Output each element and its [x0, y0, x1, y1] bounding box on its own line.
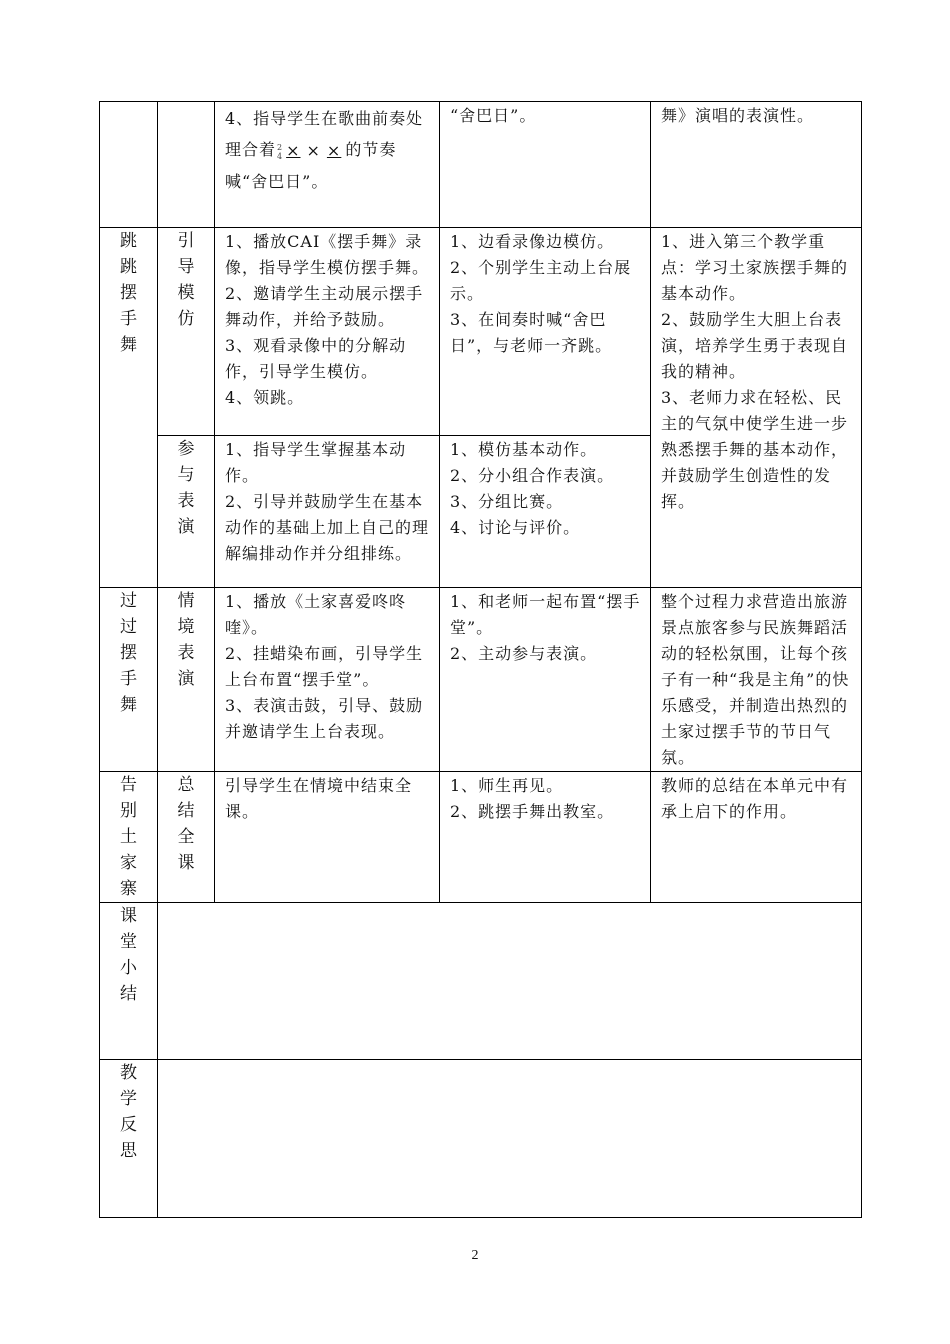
- step-title-summary: 总结全课: [177, 775, 195, 873]
- teacher-activity-text: 1、播放CAI《摆手舞》录像，指导学生模仿摆手舞。 2、邀请学生主动展示摆手舞动作，并给予鼓励。 3、观看录像中的分解动作，引导学生模仿。 4、领跳。: [225, 232, 430, 407]
- design-intent-text: 教师的总结在本单元中有承上启下的作用。: [661, 776, 849, 821]
- section-title-farewell: 告别土家寨: [120, 775, 137, 899]
- section-title-cell: [100, 772, 158, 903]
- student-activity-cell: [440, 436, 651, 588]
- teacher-activity-cell: [215, 102, 440, 228]
- class-summary-row: [100, 903, 862, 1060]
- teacher-activity-text: 1、指导学生掌握基本动作。 2、引导并鼓励学生在基本动作的基础上加上自己的理解编排动作并分组排练。: [225, 440, 430, 563]
- step-title-guide: 引导模仿: [177, 231, 195, 329]
- dance-step1-row: [100, 228, 862, 436]
- section-title-cell: [100, 1060, 158, 1218]
- student-activity-cell: [440, 102, 651, 228]
- rhythm-beat: ×: [326, 141, 342, 160]
- design-intent-cell: [651, 588, 862, 772]
- design-intent-text: 整个过程力求营造出旅游景点旅客参与民族舞蹈活动的轻松氛围，让每个孩子有一种“我是主角”的快乐感受，并制造出热烈的土家过摆手节的节日气氛。: [661, 592, 850, 767]
- section-title-cell: [100, 228, 158, 588]
- farewell-row: [100, 772, 862, 903]
- step-cell-empty: [158, 102, 215, 228]
- section-cell-empty: [100, 102, 158, 228]
- student-activity-text: 1、师生再见。 2、跳摆手舞出教室。: [450, 776, 615, 821]
- teacher-activity-cell: [215, 436, 440, 588]
- section-title-cell: [100, 903, 158, 1060]
- student-activity-text: 1、和老师一起布置“摆手堂”。 2、主动参与表演。: [450, 592, 641, 663]
- teacher-activity-cell: [215, 228, 440, 436]
- design-intent-cell: [651, 772, 862, 903]
- step-title-cell: [158, 436, 215, 588]
- class-summary-content: [158, 903, 862, 1060]
- continuation-row: [100, 102, 862, 228]
- student-activity-cell: [440, 228, 651, 436]
- student-activity-text: “舍巴日”。: [450, 106, 537, 125]
- step-title-scene: 情境表演: [177, 591, 195, 689]
- teaching-reflection-content: [158, 1060, 862, 1218]
- design-intent-text: 舞》演唱的表演性。: [661, 106, 815, 125]
- step-title-perform: 参与表演: [177, 439, 195, 537]
- design-intent-cell: [651, 228, 862, 588]
- teacher-activity-cell: [215, 772, 440, 903]
- section-title-festival: 过过摆手舞: [120, 591, 137, 715]
- student-activity-text: 1、模仿基本动作。 2、分小组合作表演。 3、分组比赛。 4、讨论与评价。: [450, 440, 615, 537]
- design-intent-text: 1、进入第三个教学重点：学习土家族摆手舞的基本动作。 2、鼓励学生大胆上台表演，培养学生勇于表现自我的精神。 3、老师力求在轻松、民主的气氛中使学生进一步熟悉摆手舞的基本动作，并鼓励学生创造性的发挥。: [661, 232, 849, 511]
- student-activity-text: 1、边看录像边模仿。 2、个别学生主动上台展示。 3、在间奏时喊“舍巴日”，与老师一齐跳。: [450, 232, 632, 355]
- teacher-activity-text: 引导学生在情境中结束全课。: [225, 776, 413, 821]
- rhythm-beat: ×: [306, 141, 321, 160]
- section-title-dance: 跳跳摆手舞: [120, 231, 137, 355]
- rhythm-notation: [277, 135, 344, 166]
- teaching-reflection-row: [100, 1060, 862, 1218]
- student-activity-cell: [440, 588, 651, 772]
- step-title-cell: [158, 588, 215, 772]
- step-title-cell: [158, 772, 215, 903]
- teacher-activity-text-cont: 的节奏喊“舍巴日”。: [225, 140, 397, 191]
- section-title-summary: 课堂小结: [120, 906, 137, 1004]
- section-title-cell: [100, 588, 158, 772]
- time-signature-top: 2: [277, 142, 284, 152]
- rhythm-beat: ×: [286, 141, 301, 160]
- time-signature-bottom: 4: [277, 151, 284, 161]
- student-activity-cell: [440, 772, 651, 903]
- lesson-plan-table: [99, 101, 862, 1218]
- design-intent-cell: [651, 102, 862, 228]
- section-title-reflection: 教学反思: [120, 1063, 137, 1161]
- teacher-activity-text: 1、播放《土家喜爱咚咚喹》。 2、挂蜡染布画，引导学生上台布置“摆手堂”。 3、表演击鼓，引导、鼓励并邀请学生上台表现。: [225, 592, 424, 741]
- teacher-activity-text: 4、指导学生在歌曲前奏处理合着: [225, 109, 424, 159]
- festival-row: [100, 588, 862, 772]
- step-title-cell: [158, 228, 215, 436]
- teacher-activity-cell: [215, 588, 440, 772]
- page-number: 2: [471, 1248, 479, 1263]
